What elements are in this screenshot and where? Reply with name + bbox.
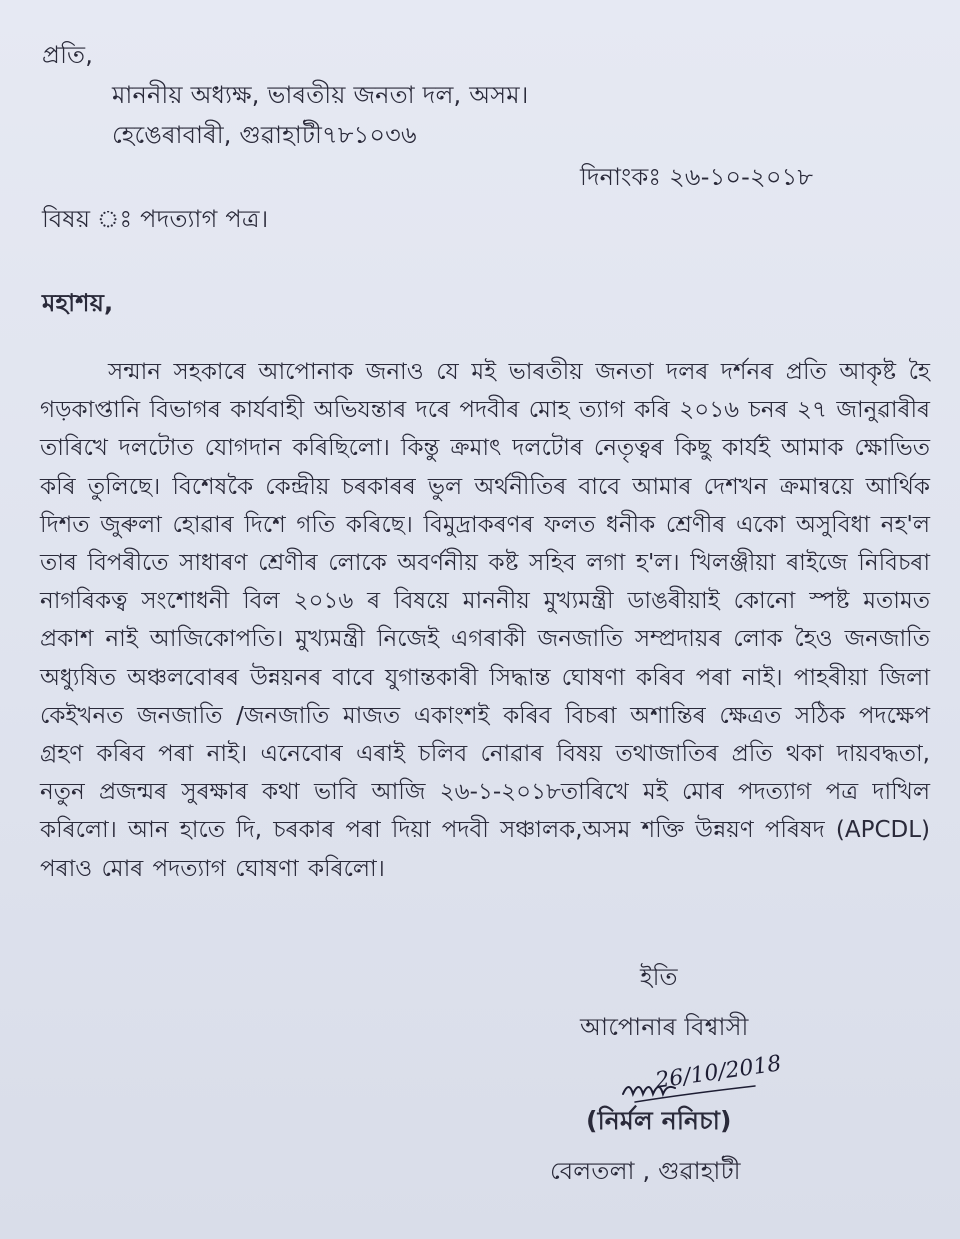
recipient-prefix: প্ৰতি, <box>42 41 94 69</box>
sender-place: বেলতলা , গুৱাহাটী <box>550 1157 741 1185</box>
sender-label: আপোনাৰ বিশ্বাসী <box>580 1013 749 1041</box>
letter-body: সন্মান সহকাৰে আপোনাক জনাও যে মই ভাৰতীয় জনতা দলৰ দৰ্শনৰ প্ৰতি আকৃষ্ট হৈ গড়কাপ্তানি বিভাগৰ কাৰ্যবাহী অভিযন্তাৰ দৰে পদবীৰ মোহ ত্যাগ কৰি ২০১৬ চনৰ ২৭ জানুৱাৰীৰ তাৰিখে দলটোত যোগদান কৰিছিলো। কিন্তু ক্ৰমাৎ দলটোৰ নেতৃত্বৰ কিছু কাৰ্যই আমাক ক্ষোভিত কৰি তুলিছে। বিশেষকৈ কেন্দ্ৰীয় চৰকাৰৰ ভুল অৰ্থনীতিৰ বাবে আমাৰ দেশখন ক্ৰমান্বয়ে আৰ্থিক দিশত জুৰুলা হোৱাৰ দিশে গতি কৰিছে। বিমুদ্ৰাকৰণৰ ফলত ধনীক শ্ৰেণীৰ একো অসুবিধা নহ'ল তাৰ বিপৰীতে সাধাৰণ শ্ৰেণীৰ লোকে অবৰ্ণনীয় কষ্ট সহিব লগা হ'ল। খিলঞ্জীয়া ৰাইজে নিবিচৰা নাগৰিকত্ব সংশোধনী বিল ২০১৬ ৰ বিষয়ে মাননীয় মুখ্যমন্ত্ৰী ডাঙৰীয়াই কোনো স্পষ্ট মতামত প্ৰকাশ নাই আজিকোপতি। মুখ্যমন্ত্ৰী নিজেই এগৰাকী জনজাতি সম্প্ৰদায়ৰ লোক হৈও জনজাতি অধ্যুষিত অঞ্চলবোৰৰ উন্নয়নৰ বাবে যুগান্তকাৰী সিদ্ধান্ত ঘোষণা কৰিব পৰা নাই। পাহৰীয়া জিলা কেইখনত জনজাতি /জনজাতি মাজত একাংশই কৰিব বিচৰা অশান্তিৰ ক্ষেত্ৰত সঠিক পদক্ষেপ গ্ৰহণ কৰিব পৰা নাই। এনেবোৰ এৰাই চলিব নোৱাৰ বিষয় তথাজাতিৰ প্ৰতি থকা দায়বদ্ধতা, নতুন প্ৰজন্মৰ সুৰক্ষাৰ কথা ভাবি আজি ২৬-১-২০১৮তাৰিখে মই মোৰ পদত্যাগ পত্ৰ দাখিল কৰিলো। আন হাতে দি, চৰকাৰ পৰা দিয়া পদবী সঞ্চালক,অসম শক্তি উন্নয়ণ পৰিষদ (APCDL) পৰাও মোৰ পদত্যাগ ঘোষণা কৰিলো। <box>40 359 930 882</box>
signature-date: 26/10/2018 <box>653 1051 783 1094</box>
sender-name: (নিৰ্মল ননিচা) <box>586 1106 732 1135</box>
letter-subject: বিষয় ঃ পদত্যাগ পত্ৰ। <box>42 205 269 233</box>
salutation: মহাশয়, <box>42 289 114 317</box>
closing: ইতি <box>640 963 678 991</box>
letter-date: দিনাংকঃ ২৬-১০-২০১৮ <box>580 163 814 191</box>
recipient-address-line-2: হেঙেৰাবাৰী, গুৱাহাটী৭৮১০৩৬ <box>112 121 417 149</box>
recipient-address-line-1: মাননীয় অধ্যক্ষ, ভাৰতীয় জনতা দল, অসম। <box>112 81 529 109</box>
